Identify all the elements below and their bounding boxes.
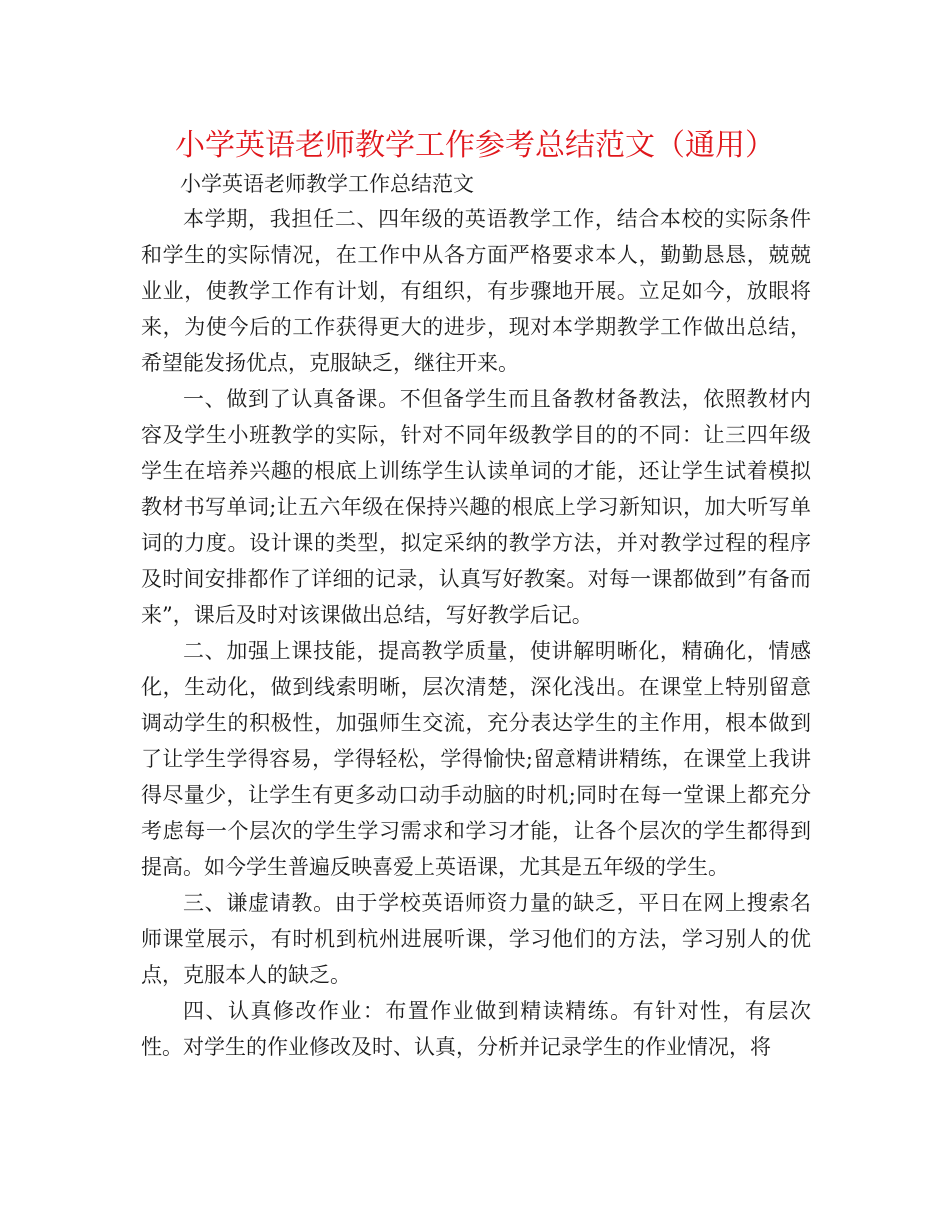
document-subtitle: 小学英语老师教学工作总结范文 bbox=[180, 172, 474, 196]
paragraph-homework: 四、认真修改作业：布置作业做到精读精练。有针对性，有层次性。对学生的作业修改及时、认真，分析并记录学生的作业情况，将 bbox=[141, 999, 811, 1059]
paragraph-preparation: 一、做到了认真备课。不但备学生而且备教材备教法，依照教材内容及学生小班教学的实际，针对不同年级教学目的的不同：让三四年级学生在培养兴趣的根底上训练学生认读单词的才能，还让学生试着模拟教材书写单词;让五六年级在保持兴趣的根底上学习新知识，加大听写单词的力度。设计课的类型，拟定采纳的教学方法，并对教学过程的程序及时间安排都作了详细的记录，认真写好教案。对每一课都做到”有备而来”，课后及时对该课做出总结，写好教学后记。 bbox=[141, 387, 811, 627]
document-body bbox=[141, 201, 811, 1065]
document-title: 小学英语老师教学工作参考总结范文（通用） bbox=[175, 128, 775, 163]
paragraph-teaching-skills: 二、加强上课技能，提高教学质量，使讲解明晰化，精确化，情感化，生动化，做到线索明晰，层次清楚，深化浅出。在课堂上特别留意调动学生的积极性，加强师生交流，充分表达学生的主作用，根本做到了让学生学得容易，学得轻松，学得愉快;留意精讲精练，在课堂上我讲得尽量少，让学生有更多动口动手动脑的时机;同时在每一堂课上都充分考虑每一个层次的学生学习需求和学习才能，让各个层次的学生都得到提高。如今学生普遍反映喜爱上英语课，尤其是五年级的学生。 bbox=[141, 639, 811, 879]
paragraph-learning: 三、谦虚请教。由于学校英语师资力量的缺乏，平日在网上搜索名师课堂展示，有时机到杭州进展听课，学习他们的方法，学习别人的优点，克服本人的缺乏。 bbox=[141, 891, 811, 987]
paragraph-intro: 本学期，我担任二、四年级的英语教学工作，结合本校的实际条件和学生的实际情况，在工作中从各方面严格要求本人，勤勤恳恳，兢兢业业，使教学工作有计划，有组织，有步骤地开展。立足如今，放眼将来，为使今后的工作获得更大的进步，现对本学期教学工作做出总结，希望能发扬优点，克服缺乏，继往开来。 bbox=[141, 207, 811, 375]
